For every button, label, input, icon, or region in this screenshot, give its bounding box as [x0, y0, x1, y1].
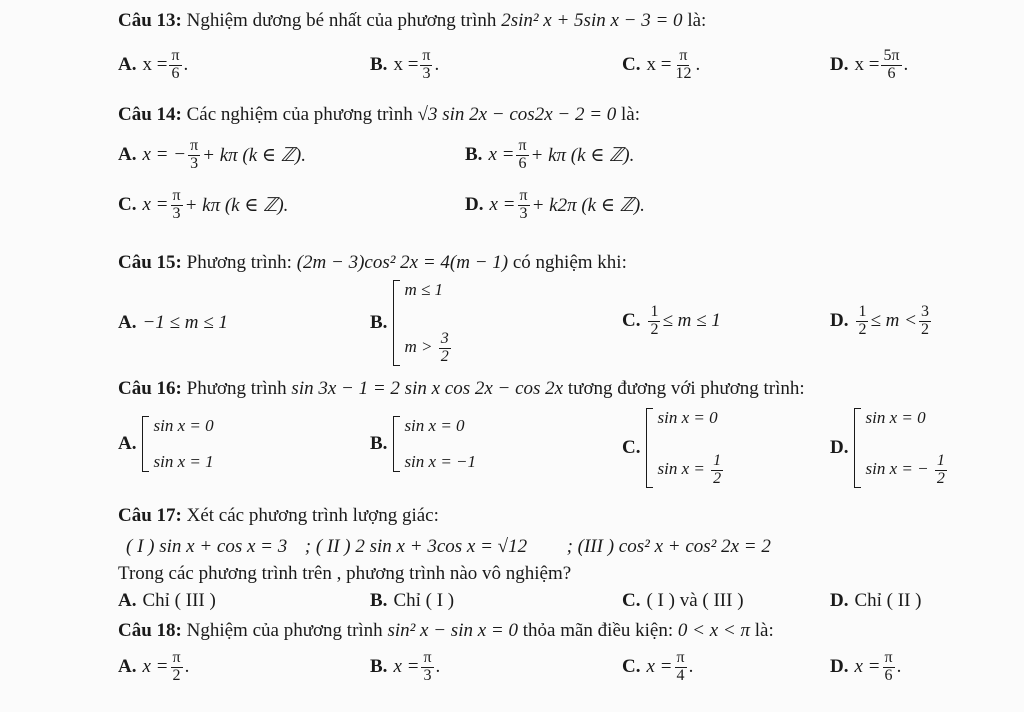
option-prefix: x = − [142, 144, 187, 166]
q17-text: Xét các phương trình lượng giác: [186, 505, 439, 526]
q18-option-d[interactable] [830, 650, 901, 685]
option-prefix: x = [646, 54, 672, 76]
system-bracket [646, 408, 725, 488]
option-prefix: x = [393, 656, 420, 678]
q17-eq-1: ( I ) sin x + cos x = 3 [126, 536, 288, 557]
option-letter: A. [118, 590, 137, 611]
q15-option-b[interactable] [370, 280, 453, 366]
denominator: 3 [423, 666, 432, 684]
denominator: 2 [650, 320, 659, 338]
q13-option-b[interactable] [370, 48, 439, 83]
option-letter: C. [622, 54, 641, 76]
fraction [420, 48, 432, 83]
option-prefix: x = [393, 54, 419, 76]
fraction [935, 453, 947, 488]
q17-eq-3: ; (III ) cos² x + cos² 2x = 2 [566, 536, 771, 557]
q15-option-a[interactable] [118, 312, 228, 334]
q13-suffix: là: [687, 10, 707, 31]
option-letter: D. [830, 54, 849, 76]
numerator: π [679, 47, 688, 64]
denominator: 2 [713, 470, 722, 488]
q13-option-c[interactable] [622, 48, 700, 83]
system-line-2 [404, 331, 452, 366]
system-lines [404, 280, 452, 366]
line-prefix: m > [404, 337, 433, 357]
denominator: 2 [172, 666, 181, 684]
system-lines [865, 408, 948, 488]
option-letter: D. [830, 590, 849, 611]
q16-suffix: tương đương với phương trình: [567, 378, 805, 399]
bracket [646, 408, 653, 488]
denominator: 2 [920, 320, 929, 338]
system-line-1: sin x = 0 [404, 416, 465, 435]
numerator: π [676, 649, 685, 666]
q17-option-d[interactable] [830, 590, 922, 612]
line-prefix: sin x = [657, 459, 705, 479]
system-lines [404, 416, 476, 472]
numerator: 1 [713, 452, 722, 470]
q18-condition: 0 < x < π [677, 620, 750, 641]
option-text: Chỉ ( III ) [142, 590, 216, 611]
option-text: −1 ≤ m ≤ 1 [142, 312, 228, 333]
fraction [188, 138, 200, 173]
option-prefix: x = [489, 194, 516, 216]
option-tail: + kπ (k ∈ ℤ). [202, 144, 306, 166]
fraction [171, 188, 183, 223]
option-text: Chỉ ( I ) [393, 590, 455, 611]
system-lines [657, 408, 725, 488]
option-tail: . [695, 54, 701, 76]
system-line-1: m ≤ 1 [404, 280, 444, 299]
numerator: 5π [883, 47, 900, 64]
q15-text: Phương trình: [186, 252, 292, 273]
numerator: 3 [920, 303, 929, 320]
q15-suffix: có nghiệm khi: [512, 252, 627, 273]
numerator: π [172, 649, 181, 666]
fraction [516, 138, 528, 173]
option-prefix: x = [646, 656, 673, 678]
q14-option-d[interactable] [465, 188, 645, 223]
option-letter: A. [118, 656, 137, 678]
option-letter: C. [622, 310, 641, 332]
q14-equation: √3 sin 2x − cos2x − 2 = 0 [417, 104, 617, 125]
q18-suffix: là: [754, 620, 774, 641]
q15-stem [118, 252, 627, 274]
q14-option-b[interactable] [465, 138, 634, 173]
bracket [142, 416, 149, 472]
q15-option-c[interactable] [622, 304, 721, 339]
numerator: 1 [650, 303, 659, 320]
option-prefix: x = [142, 54, 168, 76]
fraction [169, 48, 181, 83]
fraction [919, 304, 931, 339]
denominator: 3 [519, 204, 528, 222]
q17-label: Câu 17: [118, 505, 182, 526]
numerator: 3 [440, 330, 449, 348]
system-line-1: sin x = 0 [657, 408, 718, 427]
bracket [393, 280, 400, 366]
option-letter: A. [118, 312, 137, 333]
line-prefix: sin x = − [865, 459, 929, 479]
denominator: 2 [936, 470, 945, 488]
option-letter: C. [622, 656, 641, 678]
option-letter: A. [118, 433, 137, 454]
q17-option-b[interactable] [370, 590, 454, 612]
fraction [883, 650, 895, 685]
q17-equations [126, 536, 771, 558]
option-letter: B. [370, 54, 388, 76]
fraction [518, 188, 530, 223]
q17-stem [118, 505, 439, 527]
system-bracket [393, 280, 452, 366]
option-letter: B. [370, 312, 388, 333]
option-letter: D. [465, 194, 484, 216]
option-prefix: x = [142, 194, 169, 216]
option-tail: . [688, 656, 694, 678]
denominator: 4 [676, 666, 685, 684]
q14-option-c[interactable] [118, 188, 288, 223]
bracket [854, 408, 861, 488]
q13-label: Câu 13: [118, 10, 182, 31]
option-letter: C. [622, 590, 641, 611]
q14-suffix: là: [621, 104, 641, 125]
system-line-2 [657, 453, 725, 488]
option-tail: . [435, 656, 441, 678]
option-letter: D. [830, 310, 849, 332]
q18-condition-text: thỏa mãn điều kiện: [522, 620, 674, 641]
q16-stem [118, 378, 805, 400]
q13-equation: 2sin² x + 5sin x − 3 = 0 [501, 10, 683, 31]
denominator: 3 [422, 64, 431, 82]
system-lines [153, 416, 213, 472]
bracket [393, 416, 400, 472]
option-letter: B. [370, 656, 388, 678]
fraction [171, 650, 183, 685]
option-letter: A. [118, 54, 137, 76]
option-tail: + kπ (k ∈ ℤ). [184, 194, 289, 216]
q14-stem [118, 104, 640, 126]
denominator: 3 [172, 204, 181, 222]
q16-option-c[interactable] [622, 408, 725, 488]
q17-eq-2: ; ( II ) 2 sin x + 3cos x = √12 [304, 536, 528, 557]
denominator: 6 [518, 154, 527, 172]
option-letter: B. [370, 590, 388, 611]
q15-equation: (2m − 3)cos² 2x = 4(m − 1) [296, 252, 509, 273]
option-letter: A. [118, 144, 137, 166]
q17-option-c[interactable] [622, 590, 744, 612]
option-letter: B. [370, 433, 388, 454]
q18-option-b[interactable] [370, 650, 440, 685]
q16-option-b[interactable] [370, 416, 476, 472]
option-tail: . [184, 656, 190, 678]
numerator: π [172, 187, 181, 204]
option-tail: + kπ (k ∈ ℤ). [530, 144, 635, 166]
numerator: π [519, 187, 528, 204]
system-bracket [142, 416, 213, 472]
q16-option-d[interactable] [830, 408, 949, 488]
numerator: π [171, 47, 180, 64]
q13-option-d[interactable] [830, 48, 908, 83]
q15-label: Câu 15: [118, 252, 182, 273]
fraction [421, 650, 433, 685]
denominator: 6 [171, 64, 180, 82]
system-line-1: sin x = 0 [865, 408, 926, 427]
system-line-2 [865, 453, 948, 488]
option-letter: C. [118, 194, 137, 216]
fraction [439, 331, 451, 366]
option-tail: . [434, 54, 440, 76]
fraction [673, 48, 693, 83]
q16-equation: sin 3x − 1 = 2 sin x cos 2x − cos 2x [291, 378, 564, 399]
system-line-2: sin x = 1 [153, 452, 214, 471]
q18-stem [118, 620, 774, 642]
system-line-1: sin x = 0 [153, 416, 214, 435]
option-tail: . [896, 656, 902, 678]
option-prefix: x = [854, 54, 880, 76]
q14-label: Câu 14: [118, 104, 182, 125]
denominator: 2 [858, 320, 867, 338]
numerator: 1 [858, 303, 867, 320]
q13-text: Nghiệm dương bé nhất của phương trình [186, 10, 497, 31]
system-line-2: sin x = −1 [404, 452, 477, 471]
q18-option-c[interactable] [622, 650, 693, 685]
q16-text: Phương trình [186, 378, 287, 399]
denominator: 6 [884, 666, 893, 684]
option-letter: D. [830, 656, 849, 678]
q13-stem [118, 10, 706, 32]
numerator: π [422, 47, 431, 64]
option-letter: D. [830, 437, 849, 458]
q18-text: Nghiệm của phương trình [186, 620, 383, 641]
numerator: π [518, 137, 527, 154]
fraction [675, 650, 687, 685]
option-tail: . [903, 54, 909, 76]
q14-text: Các nghiệm của phương trình [186, 104, 413, 125]
numerator: 1 [936, 452, 945, 470]
system-bracket [393, 416, 476, 472]
denominator: 12 [675, 64, 692, 82]
option-letter: C. [622, 437, 641, 458]
denominator: 6 [887, 64, 896, 82]
q18-equation: sin² x − sin x = 0 [387, 620, 518, 641]
option-text: ( I ) và ( III ) [646, 590, 744, 611]
numerator: π [190, 137, 199, 154]
option-mid: ≤ m < [870, 310, 917, 332]
option-prefix: x = [854, 656, 881, 678]
q17-question: Trong các phương trình trên , phương trình nào vô nghiệm? [118, 563, 572, 584]
option-tail: ≤ m ≤ 1 [662, 310, 721, 332]
fraction [648, 304, 660, 339]
system-bracket [854, 408, 948, 488]
q18-label: Câu 18: [118, 620, 182, 641]
q15-option-d[interactable] [830, 304, 933, 339]
option-prefix: x = [142, 656, 169, 678]
q18-option-a[interactable] [118, 650, 189, 685]
numerator: π [423, 649, 432, 666]
option-tail: + k2π (k ∈ ℤ). [531, 194, 645, 216]
option-letter: B. [465, 144, 483, 166]
option-text: Chỉ ( II ) [854, 590, 922, 611]
q16-option-a[interactable] [118, 416, 214, 472]
q17-option-a[interactable] [118, 590, 216, 612]
q14-option-a[interactable] [118, 138, 306, 173]
denominator: 3 [190, 154, 199, 172]
option-prefix: x = [488, 144, 515, 166]
q13-option-a[interactable] [118, 48, 188, 83]
fraction [711, 453, 723, 488]
option-tail: . [183, 54, 189, 76]
fraction [856, 304, 868, 339]
q16-label: Câu 16: [118, 378, 182, 399]
numerator: π [884, 649, 893, 666]
denominator: 2 [440, 348, 449, 366]
fraction [881, 48, 901, 83]
